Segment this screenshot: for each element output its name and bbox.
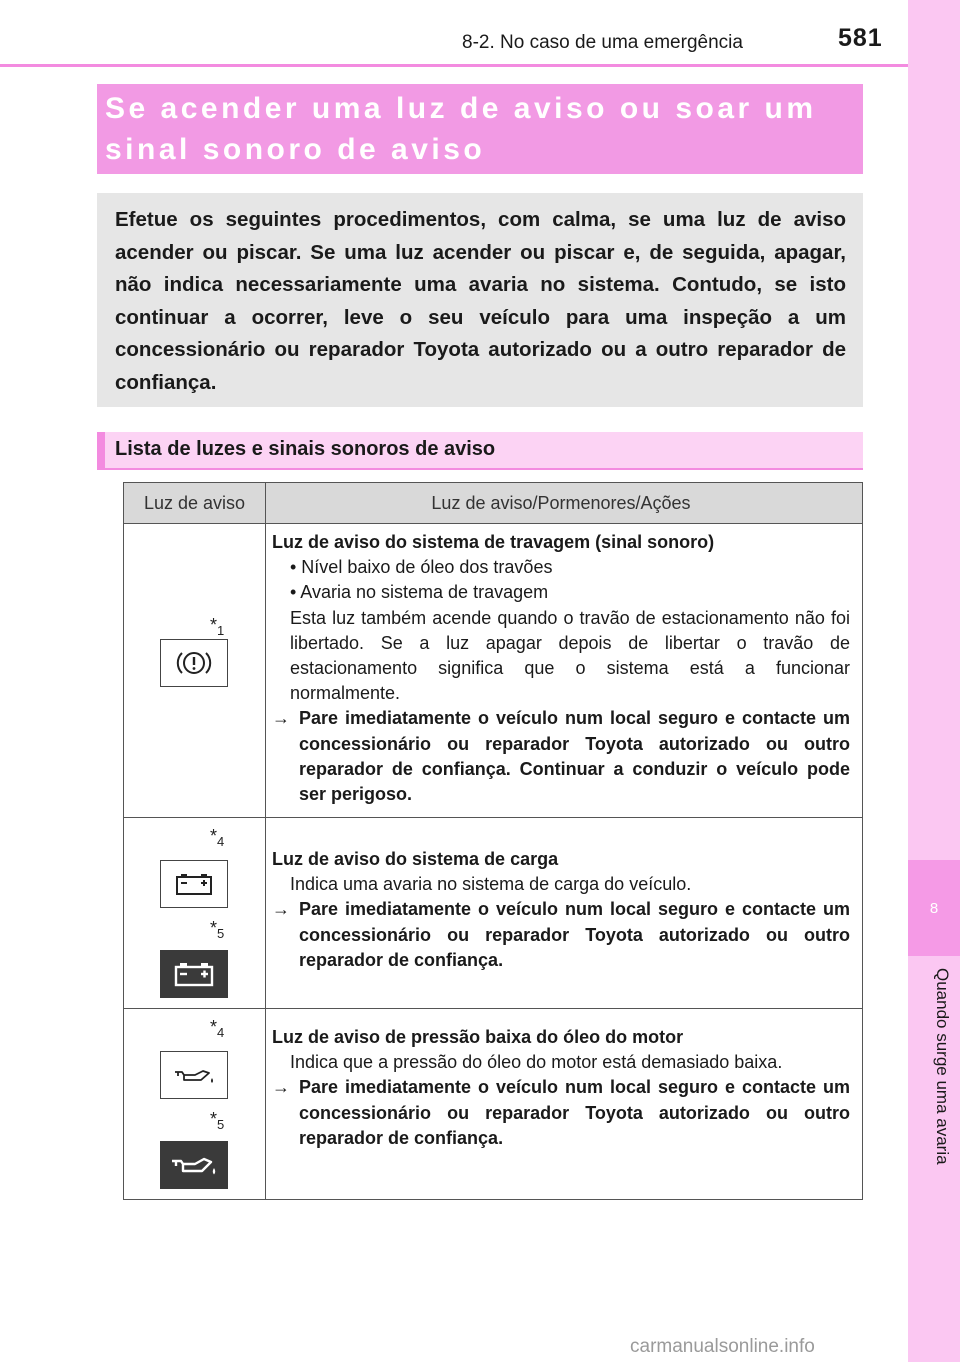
warning-action [272, 706, 850, 807]
arrow-icon: → [272, 1077, 290, 1098]
warning-light-cell [124, 818, 266, 1008]
footnote-star: * [210, 918, 218, 938]
warning-detail: Indica uma avaria no sistema de carga do veículo. [290, 874, 692, 895]
footnote-number: 4 [217, 834, 225, 849]
bullet-item: • Avaria no sistema de travagem [290, 582, 549, 603]
footnote-star: * [210, 826, 218, 846]
warning-action [272, 1075, 850, 1151]
warning-detail: Indica que a pressão do óleo do motor está demasiado baixa. [290, 1052, 783, 1073]
arrow-icon: → [272, 899, 290, 920]
watermark: carmanualsonline.info [630, 1336, 815, 1357]
intro-box [97, 193, 863, 407]
warning-details-cell [266, 524, 862, 817]
table-header-row [124, 483, 862, 523]
warning-detail: Esta luz também acende quando o travão de estacionamento não foi libertado. Se a luz apagar depois de libertar o travão de estacionamento significa que o sistema está a funcionar normalmente. [290, 607, 850, 704]
footnote-number: 4 [217, 1025, 225, 1040]
warning-light-cell [124, 524, 266, 817]
footnote-star: * [210, 1017, 218, 1037]
table-header-details: Luz de aviso/Pormenores/Ações [431, 492, 691, 513]
page-title-line-1: Se acender uma luz de aviso ou soar um [105, 92, 817, 125]
warning-action-text: Pare imediatamente o veículo num local seguro e contacte um concessionário ou reparador Toyota autorizado ou outro reparador de confiança. [299, 899, 850, 970]
bullet-item: • Nível baixo de óleo dos travões [290, 557, 553, 578]
brake-warning-icon [160, 639, 228, 687]
table-row [124, 817, 862, 1008]
oil-can-icon-dark [160, 1141, 228, 1189]
warning-title: Luz de aviso de pressão baixa do óleo do motor [272, 1027, 684, 1047]
footnote-star: * [210, 615, 218, 635]
battery-icon [160, 860, 228, 908]
table-header-light: Luz de aviso [124, 483, 266, 523]
header-divider [0, 64, 908, 67]
table-row [124, 1008, 862, 1199]
footnote-marker [210, 615, 224, 638]
warning-lights-table [123, 482, 863, 1200]
warning-light-cell [124, 1009, 266, 1199]
footnote-number: 1 [217, 623, 225, 638]
section-header: 8-2. No caso de uma emergência [462, 32, 743, 53]
footnote-marker [210, 1017, 224, 1040]
footnote-number: 5 [217, 1117, 225, 1132]
page-number: 581 [838, 24, 883, 52]
footnote-star: * [210, 1109, 218, 1129]
footnote-marker [210, 826, 224, 849]
subheading [97, 432, 863, 470]
warning-action-text: Pare imediatamente o veículo num local seguro e contacte um concessionário ou reparador Toyota autorizado ou outro reparador de confiança. [299, 1077, 850, 1148]
warning-action-text: Pare imediatamente o veículo num local seguro e contacte um concessionário ou reparador Toyota autorizado ou outro reparador de confiança. Continuar a conduzir o veículo pode ser perigoso. [299, 708, 850, 805]
table-row [124, 523, 862, 817]
footnote-marker [210, 1109, 224, 1132]
warning-title: Luz de aviso do sistema de carga [272, 849, 559, 869]
subheading-text: Lista de luzes e sinais sonoros de aviso [115, 438, 496, 460]
warning-details-cell [266, 1009, 862, 1199]
arrow-icon: → [272, 708, 290, 729]
warning-action [272, 897, 850, 973]
footnote-number: 5 [217, 926, 225, 941]
oil-can-icon [160, 1051, 228, 1099]
side-tab-label: Quando surge uma avaria [933, 968, 952, 1165]
intro-text: Efetue os seguintes procedimentos, com calma, se uma luz de aviso acender ou piscar. Se uma luz acender ou piscar e, de seguida, apagar, não indica necessariamente uma avaria no sistema. Contudo, se isto continuar a ocorrer, leve o seu veículo para uma inspeção a um concessionário ou reparador Toyota autorizado ou a outro reparador de confiança. [115, 208, 846, 394]
warning-title: Luz de aviso do sistema de travagem (sinal sonoro) [272, 532, 715, 552]
footnote-marker [210, 918, 224, 941]
side-tab-number[interactable]: 8 [908, 860, 960, 956]
battery-icon-dark [160, 950, 228, 998]
page-title-band [97, 84, 863, 174]
warning-details-cell [266, 818, 862, 1008]
page-title-line-2: sinal sonoro de aviso [105, 133, 486, 166]
